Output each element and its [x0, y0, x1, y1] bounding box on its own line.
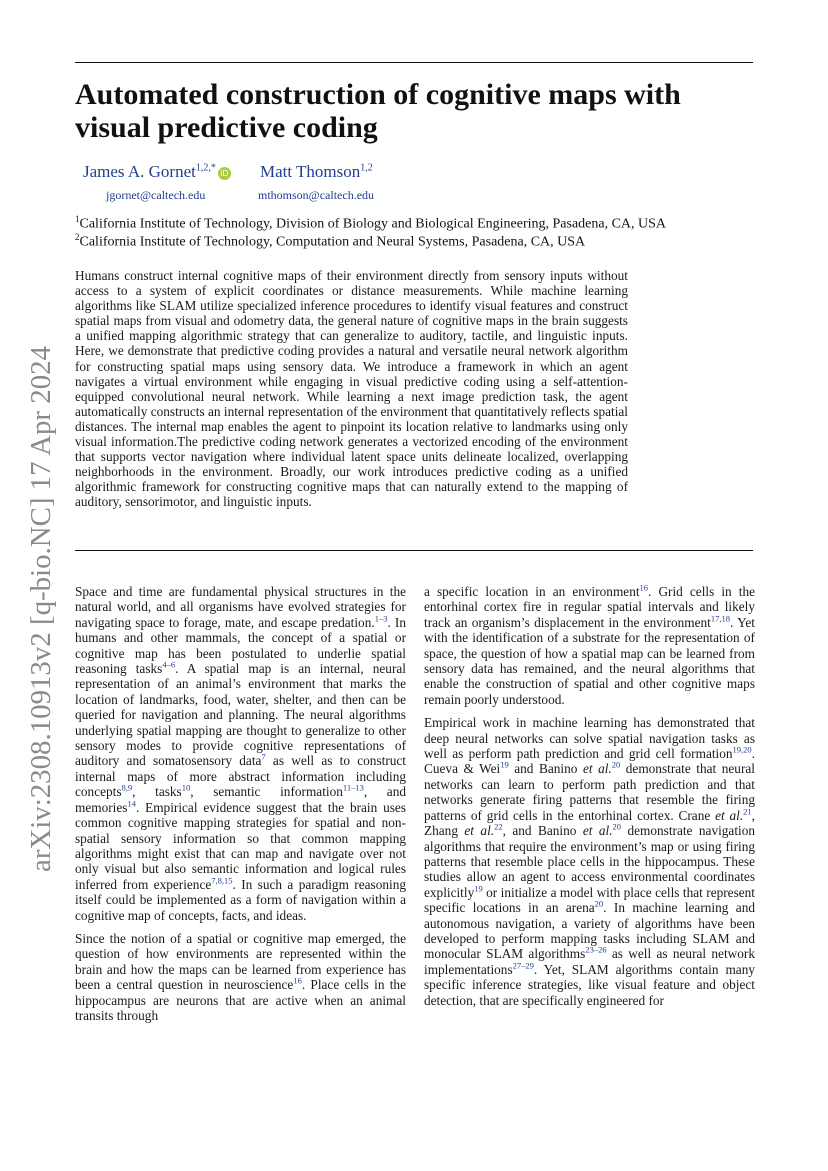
body-text: demonstrate that neural networks can learn to perform path prediction and that networks generate firing patterns that resemble the firing patterns of grid cells in the entorhinal cortex. Crane	[424, 761, 755, 823]
author-affil-sup: 1,2	[360, 162, 373, 174]
abstract-rule	[75, 550, 753, 551]
paper-title: Automated construction of cognitive maps with visual predictive coding	[75, 78, 681, 144]
orcid-icon[interactable]: iD	[218, 167, 231, 180]
body-text: , Zhang	[424, 807, 755, 839]
body-text: or initialize a model with place cells that represent specific locations in an arena	[424, 884, 755, 916]
body-text: Space and time are fundamental physical structures in the natural world, and all organisms have evolved strategies for navigating space to forage, mate, and escape predation.	[75, 584, 406, 630]
citation-ref[interactable]: 8,9	[121, 782, 133, 793]
affiliation-1	[75, 214, 666, 233]
body-text: . A spatial map is an internal, neural representation of an animal’s environment that marks the location of landmarks, food, water, shelter, and then can be queried for navigation and planning. The neural algorithms underlying spatial mapping are thought to generalize to other sensory modes to provide cognitive representations of auditory and somatosensory data	[75, 661, 406, 769]
left-column	[75, 584, 406, 1031]
italic-text: et al.	[715, 807, 744, 823]
affiliation-text: California Institute of Technology, Division of Biology and Biological Engineering, Pasadena, CA, USA	[79, 216, 667, 232]
citation-ref[interactable]: 1–3	[374, 613, 388, 624]
author-name[interactable]: Matt Thomson	[260, 162, 361, 181]
italic-text: et al.	[464, 823, 495, 839]
author-2[interactable]	[260, 162, 373, 182]
citation-ref[interactable]: 14	[127, 798, 136, 809]
body-text: , and memories	[75, 784, 406, 815]
citation-ref[interactable]: 4–6	[162, 659, 176, 670]
body-text: . Empirical evidence suggest that the brain uses common cognitive mapping strategies for spatial and non-spatial sensory information so that common mapping algorithms might exist that can map and navigate over not only visual but also semantic information and logical rules inferred from experience	[75, 799, 406, 892]
citation-ref[interactable]: 19	[500, 760, 509, 771]
body-paragraph	[75, 584, 406, 923]
citation-ref[interactable]: 20	[611, 760, 621, 771]
right-column	[424, 584, 755, 1016]
italic-text: et al.	[582, 823, 613, 839]
author-name[interactable]: James A. Gornet	[83, 162, 196, 181]
body-paragraph	[75, 931, 406, 1023]
affiliation-text: California Institute of Technology, Computation and Neural Systems, Pasadena, CA, USA	[79, 234, 586, 250]
citation-ref[interactable]: 19,20	[732, 744, 752, 755]
abstract: Humans construct internal cognitive maps of their environment directly from sensory inputs without access to a system of explicit coordinates or distance measurements. While machine learning algorithms like SLAM utilize specialized inference procedures to identify visual features and construct spatial maps from visual and odometry data, the general nature of cognitive maps in the brain suggests a unified mapping algorithmic strategy that can generalize to auditory, tactile, and linguistic inputs. Here, we demonstrate that predictive coding provides a natural and versatile neural network algorithm for constructing spatial maps using sensory data. We introduce a framework in which an agent navigates a virtual environment while engaging in visual predictive coding using a self-attention-equipped convolutional neural network. While learning a next image prediction task, the agent automatically constructs an internal representation of the environment that quantitatively reflects spatial distances. The internal map enables the agent to pinpoint its location relative to landmarks using only visual information.The predictive coding network generates a vectorized encoding of the environment that supports vector navigation where individual latent space units delineate localized, overlapping neighborhoods in the environment. Broadly, our work introduces predictive coding as a unified algorithmic framework for constructing cognitive maps that can naturally extend to the mapping of auditory, sensorimotor, and linguistic inputs.	[75, 268, 628, 510]
body-text: as well as neural network implementations	[424, 946, 755, 977]
citation-ref[interactable]: 20	[594, 898, 604, 909]
citation-ref[interactable]: 27–29	[512, 960, 534, 971]
citation-ref[interactable]: 17,18	[710, 613, 731, 624]
body-text: . Place cells in the hippocampus are neurons that are active when an animal transits through	[75, 977, 406, 1023]
body-text: Empirical work in machine learning has demonstrated that deep neural networks can solve spatial navigation tasks as well as perform path prediction and grid cell formation	[424, 715, 755, 762]
author-2-email[interactable]: mthomson@caltech.edu	[258, 188, 375, 202]
body-text: as well as to construct internal maps of more abstract information including concepts	[75, 753, 407, 800]
affiliation-sup: 1	[75, 214, 80, 224]
body-text: , and Banino	[502, 823, 583, 839]
citation-ref[interactable]: 22	[494, 821, 503, 832]
top-rule	[75, 62, 753, 63]
citation-ref[interactable]: 7,8,15	[211, 875, 233, 886]
citation-ref[interactable]: 16	[639, 582, 649, 593]
citation-ref[interactable]: 21	[743, 806, 752, 817]
body-paragraph	[424, 715, 755, 1008]
body-text: . Yet, SLAM algorithms contain many specific inference strategies, like visual feature and object detection, that are specifically engineered for	[424, 961, 755, 1008]
body-text: . Yet with the identification of a substrate for the representation of space, the question of how a spatial map can be learned from sensory data has remained, and the neural algorithms that enable the construction of spatial and other cognitive maps remain poorly understood.	[424, 614, 755, 707]
body-text: demonstrate navigation algorithms that require the environment’s map or using firing patterns that resemble place cells in the hippocampus. These studies allow an agent to access environmental coordinates explicitly	[424, 823, 756, 900]
body-paragraph	[424, 584, 755, 707]
body-text: and Banino	[508, 761, 583, 777]
arxiv-id: arXiv:2308.10913v2 [q-bio.NC] 17 Apr 2024	[26, 361, 57, 872]
citation-ref[interactable]: 11–13	[342, 782, 364, 793]
arxiv-stamp	[18, 346, 60, 872]
body-text: . Grid cells in the entorhinal cortex fire in regular spatial intervals and likely track an organism’s displacement in the environment	[424, 584, 755, 630]
body-text: a specific location in an environment	[424, 584, 640, 599]
italic-text: et al.	[582, 761, 612, 777]
citation-ref[interactable]: 16	[293, 975, 302, 986]
body-text: , semantic information	[190, 784, 343, 800]
body-text: . In machine learning and autonomous navigation, a variety of algorithms have been developed to perform mapping tasks including SLAM and monocular SLAM algorithms	[424, 900, 755, 962]
body-text: . In humans and other mammals, the concept of a spatial or cognitive map has been postulated to underlie spatial reasoning tasks	[75, 614, 406, 677]
citation-ref[interactable]: 19	[474, 883, 483, 894]
citation-ref[interactable]: 20	[612, 821, 622, 832]
body-text: . In such a paradigm reasoning itself could be implemented as a form of navigation within a cognitive map of concepts, facts, and ideas.	[75, 876, 406, 923]
author-affil-sup: 1,2,*	[195, 162, 216, 174]
author-1-email[interactable]: jgornet@caltech.edu	[106, 188, 206, 202]
citation-ref[interactable]: 10	[181, 782, 191, 793]
citation-ref[interactable]: 7	[261, 752, 266, 763]
author-1[interactable]	[83, 162, 231, 182]
citation-ref[interactable]: 23–26	[585, 944, 607, 955]
body-text: . Cueva & Wei	[424, 746, 755, 777]
affiliation-2	[75, 232, 585, 251]
affiliation-sup: 2	[75, 232, 80, 242]
body-text: Since the notion of a spatial or cognitive map emerged, the question of how environments are represented within the brain and how the maps can be learned from experience has been a central question in neuroscience	[75, 930, 406, 993]
body-text: , tasks	[132, 784, 182, 800]
